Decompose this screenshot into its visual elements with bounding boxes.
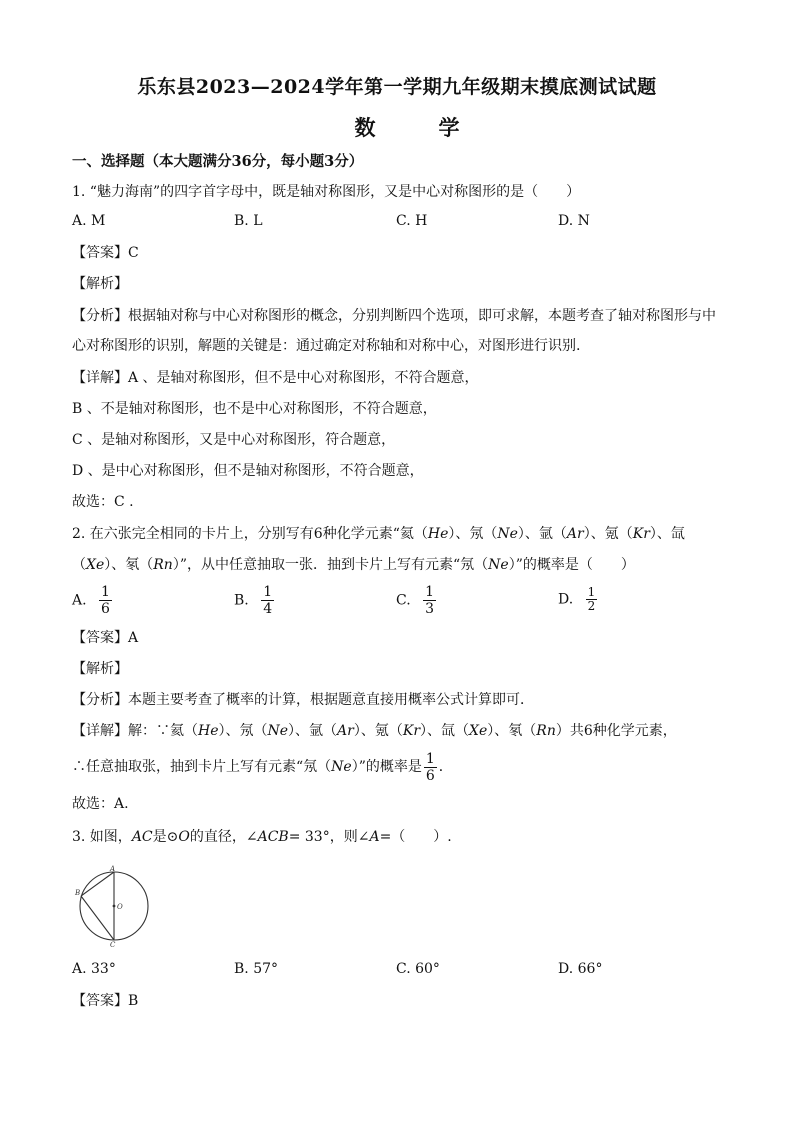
q2-stem-line2: （Xe）、氡（Rn）”，从中任意抽取一张．抽到卡片上写有元素“氖（Ne）”的概率是（ ） <box>72 557 635 573</box>
q1-option-b: B. L <box>234 213 263 229</box>
q1-detail-b: B 、不是轴对称图形，也不是中心对称图形，不符合题意， <box>72 401 437 417</box>
q2-stem-line1: 2. 在六张完全相同的卡片上，分别写有6种化学元素“氦（He）、氖（Ne）、氩（Ar）、氪（Kr）、氙 <box>72 526 685 542</box>
label-c: C <box>110 941 116 948</box>
q2-detail: 【详解】解：∵氦（He）、氖（Ne）、氩（Ar）、氪（Kr）、氙（Xe）、氡（Rn）共6种化学元素， <box>72 723 677 739</box>
q2-option-d: D. $\frac{1}{2}$ <box>558 585 596 613</box>
q1-answer: 【答案】C <box>72 245 139 261</box>
fraction: $\frac{1}{4}$ <box>263 584 273 617</box>
q2-analysis-label: 【解析】 <box>72 661 128 677</box>
fraction: $\frac{1}{6}$ <box>101 584 110 617</box>
q1-analysis-label: 【解析】 <box>72 276 128 292</box>
label-o: O <box>117 903 123 911</box>
q3-option-a: A. 33° <box>72 961 116 977</box>
exam-title: 乐东县2023—2024学年第一学期九年级期末摸底测试试题 <box>137 76 657 98</box>
q2-option-c: C. $\frac{1}{3}$ <box>396 584 435 617</box>
q1-fenxi-line2: 心对称图形的识别，解题的关键是：通过确定对称轴和对称中心，对图形进行识别. <box>72 338 581 354</box>
fraction: $\frac{1}{2}$ <box>587 585 596 613</box>
section-heading: 一、选择题（本大题满分36分，每小题3分） <box>72 153 364 170</box>
fraction: $\frac{1}{6}$ <box>425 750 435 784</box>
label-a: A <box>110 865 116 873</box>
q1-fenxi-line1: 【分析】根据轴对称与中心对称图形的概念，分别判断四个选项，即可求解，本题考查了轴对称图形与中 <box>72 308 716 324</box>
circle-figure <box>74 864 150 948</box>
q2-option-a: A. $\frac{1}{6}$ <box>72 584 110 617</box>
q3-option-b: B. 57° <box>234 961 279 977</box>
subject-title: 数 学 <box>354 115 460 140</box>
q1-detail-d: D 、是中心对称图形，但不是轴对称图形，不符合题意， <box>72 463 424 479</box>
q1-stem: 1. “魅力海南”的四字首字母中，既是轴对称图形，又是中心对称图形的是（ ） <box>72 184 581 200</box>
fraction: $\frac{1}{3}$ <box>425 584 435 617</box>
q2-fenxi: 【分析】本题主要考查了概率的计算，根据题意直接用概率公式计算即可． <box>72 692 534 708</box>
label-b: B <box>75 889 81 897</box>
q2-choose: 故选：A. <box>72 796 129 812</box>
q1-option-a: A. M <box>72 213 106 229</box>
q3-answer: 【答案】B <box>72 993 139 1009</box>
chord-ab <box>81 872 114 896</box>
q3-stem: 3. 如图，AC是⊙O的直径，∠ACB= 33°，则∠A=（ ）. <box>72 829 452 845</box>
q2-option-b: B. $\frac{1}{4}$ <box>234 584 273 617</box>
q3-option-d: D. 66° <box>558 961 603 977</box>
q1-detail-a: 【详解】A 、是轴对称图形，但不是中心对称图形，不符合题意， <box>72 370 479 386</box>
q2-answer: 【答案】A <box>72 630 139 646</box>
q2-therefore: ∴任意抽取张，抽到卡片上写有元素“氖（Ne）”的概率是 $\frac{1}{6}$ ． <box>72 750 453 784</box>
center-point <box>113 905 116 908</box>
q1-option-c: C. H <box>396 213 428 229</box>
q1-option-d: D. N <box>558 213 590 229</box>
q3-option-c: C. 60° <box>396 961 440 977</box>
chord-bc <box>81 896 114 940</box>
q1-detail-c: C 、是轴对称图形，又是中心对称图形，符合题意， <box>72 432 396 448</box>
q1-choose: 故选：C . <box>72 494 134 510</box>
